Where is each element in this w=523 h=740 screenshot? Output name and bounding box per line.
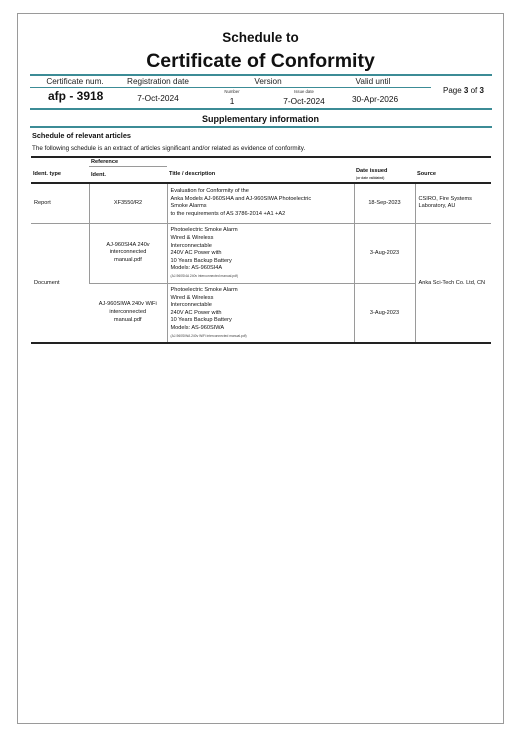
date-cell: 3-Aug-2023 [354,223,415,283]
ident-cell: AJ-960SI4A 240v interconnected manual.pdf [89,223,167,283]
header-title: Title / description [169,171,216,178]
title-cell: Photoelectric Smoke Alarm Wired & Wireless Interconnectable 240V AC Power with 10 Years Backup Battery Models: AS-960SIWA (AJ-960SIWA 240v WiFi interconnected manual.pdf) [167,283,354,343]
ident-cell: AJ-960SIWA 240v WiFi interconnected manual.pdf [98,301,157,323]
title-certificate: Certificate of Conformity [146,50,375,72]
header-ident: Ident. [91,171,106,178]
title-cell: Photoelectric Smoke Alarm Wired & Wireless Interconnectable 240V AC Power with 10 Years Backup Battery Models: AS-960SI4A (AJ-960SI4A 240v interconnected manual.pdf) [167,223,354,283]
label-issue-date: Issue date [294,89,314,94]
articles-table [31,156,491,344]
valid-until-value: 30-Apr-2026 [351,94,399,104]
header-rule-top [30,74,492,76]
source-cell: CSIRO, Fire Systems Laboratory, AU [415,183,491,223]
date-cell: 3-Aug-2023 [354,283,415,343]
header-ident-type: Ident. type [33,171,61,178]
table-row [31,183,491,223]
issue-date-value: 7-Oct-2024 [283,96,325,106]
header-reference: Reference [89,157,167,167]
ident-cell: XF3550/R2 [89,183,167,223]
section-title: Supplementary information [201,114,319,124]
label-version: Version [254,77,282,86]
ident-type-cell: Document [31,223,89,343]
header-rule-mid [30,87,431,88]
date-cell: 18-Sep-2023 [354,183,415,223]
header-source: Source [417,171,436,178]
number-value: 1 [229,96,235,106]
schedule-heading: Schedule of relevant articles [32,131,131,140]
label-number: Number [224,89,240,94]
label-reg-date: Registration date [127,77,189,86]
page-indicator: Page 3 of 3 [443,86,484,95]
table-row [31,223,491,283]
ident-type-cell: Report [31,183,89,223]
reg-date-value: 7-Oct-2024 [137,93,179,103]
title-cell: Evaluation for Conformity of the Anka Models AJ-960SI4A and AJ-960SIWA Photoelectric Smoke Alarms to the requirements of AS 3786-2014 +A1 +A2 [167,183,354,223]
source-cell: Anka Sci-Tech Co. Ltd, CN [415,223,491,343]
label-cert-num: Certificate num. [46,77,104,86]
cert-num-value: afp - 3918 [48,89,104,103]
section-rule [30,126,492,128]
label-valid-until: Valid until [355,77,391,86]
title-schedule-to: Schedule to [222,30,299,45]
header-rule-bottom [30,108,492,110]
header-date: Date issued (or date validated) [356,167,388,181]
schedule-intro: The following schedule is an extract of articles significant and/or related as evidence of conformity. [32,145,306,152]
certificate-page [17,13,504,724]
